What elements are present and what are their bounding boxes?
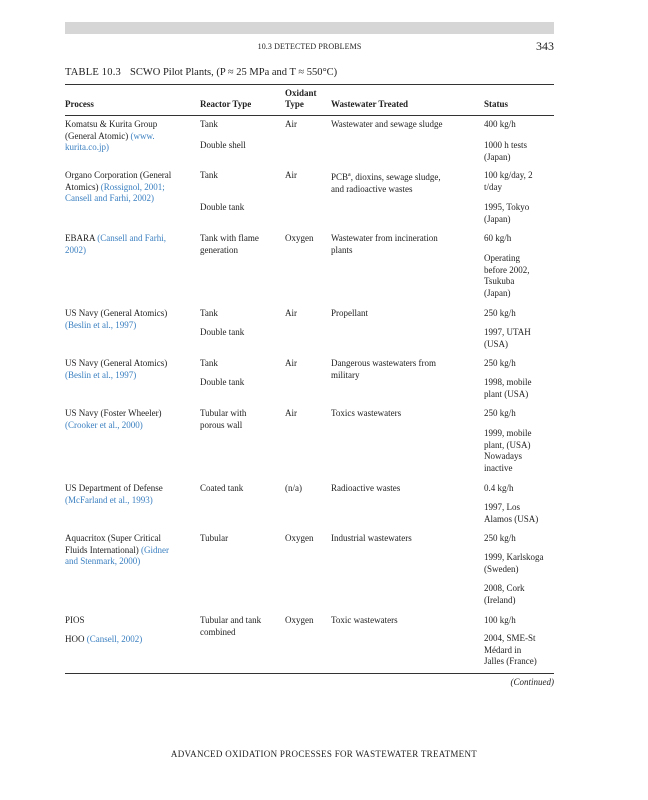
table-row-wastewater: Industrial wastewaters <box>331 533 412 543</box>
table-row-oxidant: Oxygen <box>285 533 314 543</box>
table-row-status: Operating before 2002, Tsukuba (Japan) <box>484 253 530 298</box>
citation-link[interactable]: (Beslin et al., 1997) <box>65 369 137 380</box>
column-header-process: Process <box>65 99 94 109</box>
column-header-oxidant: Oxidant Type <box>285 88 317 109</box>
table-row-status: 1999, mobile plant, (USA) Nowadays inactive <box>484 428 532 473</box>
table-row-process: Komatsu & Kurita Group (General Atomic) (www. kurita.co.jp) <box>65 119 158 153</box>
table-row-process: PIOS <box>65 615 85 625</box>
citation-link[interactable]: (Beslin et al., 1997) <box>65 319 137 330</box>
table-row-reactor: Tank <box>200 358 218 368</box>
citation-link[interactable]: (McFarland et al., 1993) <box>65 494 153 505</box>
table-row-wastewater: Wastewater from incineration plants <box>331 233 438 255</box>
column-header-status: Status <box>484 99 509 109</box>
table-row-reactor: Double tank <box>200 377 245 387</box>
table-row-oxidant: Air <box>285 119 297 129</box>
citation-link[interactable]: and Stenmark, 2000) <box>65 556 141 567</box>
table-row-oxidant: Air <box>285 308 297 318</box>
citation-link[interactable]: (Crooker et al., 2000) <box>65 419 143 430</box>
table-bottom-rule <box>65 673 554 674</box>
table-row-reactor: Double tank <box>200 202 245 212</box>
table-row-wastewater: Toxics wastewaters <box>331 408 402 418</box>
table-row-process: US Navy (General Atomics) (Beslin et al., 1997) <box>65 358 168 380</box>
table-row-reactor: Double tank <box>200 327 245 337</box>
column-header-wastewater: Wastewater Treated <box>331 99 409 109</box>
table-row-reactor: Tubular and tank combined <box>200 615 262 637</box>
table-row-process: Organo Corporation (General Atomics) (Rossignol, 2001; Cansell and Farhi, 2002) <box>65 170 172 204</box>
table-row-status: 2008, Cork (Ireland) <box>484 583 525 605</box>
table-row-status: 100 kg/h <box>484 615 516 625</box>
table-row-reactor: Tubular with porous wall <box>200 408 247 430</box>
table-row-status: 250 kg/h <box>484 533 516 543</box>
table-row-process: US Navy (General Atomics) (Beslin et al., 1997) <box>65 308 168 330</box>
table-row-oxidant: Air <box>285 170 297 180</box>
table-row-status: 250 kg/h <box>484 358 516 368</box>
table-label: TABLE 10.3 <box>65 67 121 78</box>
table-row-reactor: Tank <box>200 170 218 180</box>
table-row-status: 250 kg/h <box>484 308 516 318</box>
table-row-status: 400 kg/h <box>484 119 516 129</box>
table-row-wastewater: Dangerous wastewaters from military <box>331 358 436 380</box>
table-row-oxidant: Air <box>285 408 297 418</box>
running-header <box>65 39 554 53</box>
citation-link[interactable]: (Cansell, 2002) <box>86 634 143 644</box>
table-row-reactor: Double shell <box>200 140 246 150</box>
table-row-oxidant: (n/a) <box>285 483 302 493</box>
table-row-status: 1997, Los Alamos (USA) <box>484 502 539 524</box>
table-row-oxidant: Air <box>285 358 297 368</box>
column-header-reactor-type: Reactor Type <box>200 99 252 109</box>
table-row-status: 1998, mobile plant (USA) <box>484 377 532 399</box>
table-row-oxidant: Oxygen <box>285 233 314 243</box>
table-row-wastewater: PCB$^a$, dioxins, sewage sludge, and radioactive wastes <box>331 172 441 194</box>
table-row-wastewater: Radioactive wastes <box>331 483 401 493</box>
table-row-wastewater: Toxic wastewaters <box>331 615 398 625</box>
table-row-status: 60 kg/h <box>484 233 512 243</box>
table-row-status: 250 kg/h <box>484 408 516 418</box>
table-caption <box>65 67 337 78</box>
citation-link[interactable]: (Gidner <box>141 544 169 555</box>
table-row-process: HOO (Cansell, 2002) <box>65 634 143 644</box>
table-row-process: US Department of Defense (McFarland et al., 1993) <box>65 483 163 505</box>
table-row-oxidant: Oxygen <box>285 615 314 625</box>
table-row-reactor: Coated tank <box>200 483 244 493</box>
table-row-status: 0.4 kg/h <box>484 483 514 493</box>
citation-link[interactable]: (Rossignol, 2001; <box>100 181 165 192</box>
table-row-process: Aquacritox (Super Critical Fluids International) (Gidner and Stenmark, 2000) <box>65 533 169 567</box>
table-top-rule <box>65 84 554 85</box>
header-rule <box>65 115 554 116</box>
table-row-reactor: Tubular <box>200 533 229 543</box>
page-number: 343 <box>536 39 554 53</box>
table-row-wastewater: Propellant <box>331 308 368 318</box>
table-row-status: 1000 h tests (Japan) <box>484 140 528 162</box>
table-row-status: 1997, UTAH (USA) <box>484 327 531 349</box>
citation-link[interactable]: kurita.co.jp) <box>65 142 109 153</box>
citation-link[interactable]: 2002) <box>65 244 86 255</box>
table-row-reactor: Tank <box>200 119 218 129</box>
citation-link[interactable]: (www. <box>130 130 155 141</box>
table-row-status: 1999, Karlskoga (Sweden) <box>484 552 544 574</box>
table-caption-text: SCWO Pilot Plants, (P ≈ 25 MPa and T ≈ 550°C) <box>130 67 338 78</box>
table-row-reactor: Tank <box>200 308 218 318</box>
table-row-status: 100 kg/day, 2 t/day <box>484 170 533 192</box>
table-row-status: 2004, SME-St Médard in Jalles (France) <box>484 633 537 667</box>
running-title: 10.3 DETECTED PROBLEMS <box>257 42 362 51</box>
header-bar <box>65 22 554 34</box>
page-footer: ADVANCED OXIDATION PROCESSES FOR WASTEWATER TREATMENT <box>170 749 478 759</box>
table-row-reactor: Tank with flame generation <box>200 233 259 255</box>
table-row-status: 1995, Tokyo (Japan) <box>484 202 530 224</box>
table-row-process: EBARA (Cansell and Farhi, 2002) <box>65 233 167 255</box>
table-row-wastewater: Wastewater and sewage sludge <box>331 119 443 129</box>
continued-note: (Continued) <box>510 677 554 687</box>
citation-link[interactable]: Cansell and Farhi, 2002) <box>65 193 154 204</box>
citation-link[interactable]: (Cansell and Farhi, <box>97 233 167 243</box>
table-row-process: US Navy (Foster Wheeler) (Crooker et al., 2000) <box>65 408 162 430</box>
